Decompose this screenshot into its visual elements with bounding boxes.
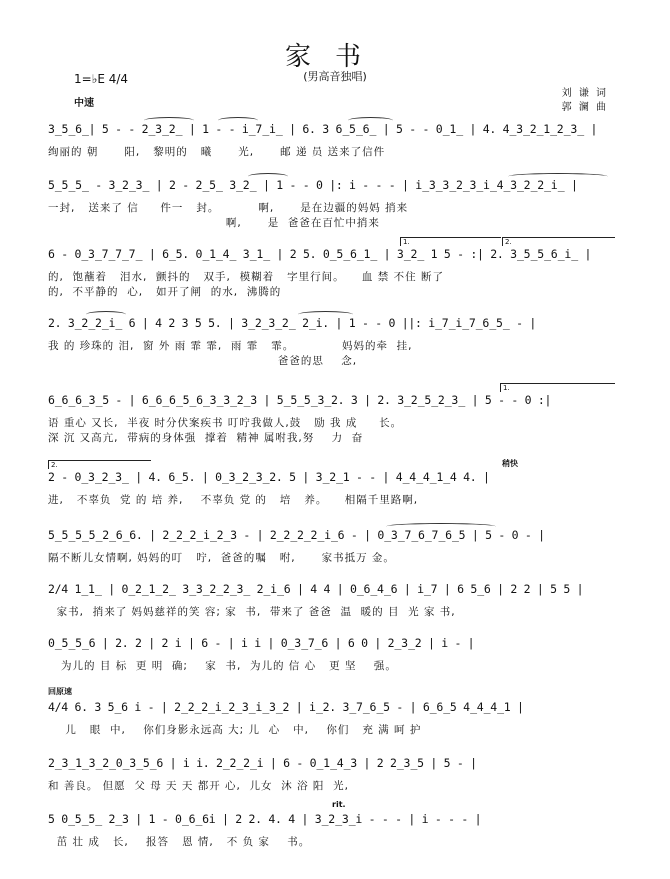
lyric-line-1: 隔不断儿女情啊, 妈妈的叮 咛, 爸爸的嘱 咐, 家书抵万 金。 [48, 552, 395, 564]
lyric-line-1: 和 善良。 但愿 父 母 天 天 都开 心, 儿女 沐 浴 阳 光, [48, 780, 349, 792]
volta-bracket-1: 1. [500, 383, 615, 392]
lyric-line-2 [48, 737, 618, 751]
song-subtitle: (男高音独唱) [303, 70, 367, 83]
notation-line: 4/4 6. 3 5̲6 i - | 2̲2̲2̲i̲2̲3̲i̲3̲2 | i̲2. 3̲7̲6̲5 - | 6̲6̲5 4̲4̲4̲1 | [48, 700, 524, 714]
lyric-line-1: 语 重心 又长, 半夜 时分伏案疾书 叮咛我做人,鼓 励 我 成 长。 [48, 417, 403, 429]
slur [298, 311, 353, 318]
lyric-line-2 [48, 565, 618, 579]
composer-credit: 郭 澜 曲 [561, 102, 608, 113]
notation-line: 2̲3̲1̲3̲2̲0̲3̲5̲6 | i i. 2̲2̲2̲i | 6 - 0̲1̲4̲3 | 2 2̲3̲5 | 5 - | [48, 756, 477, 770]
ritardando-marking: rit. [332, 800, 346, 809]
notation-line: 2 - 0̲3̲2̲3̲ | 4. 6̲5. | 0̲3̲2̲3̲2. 5 | 3̲2̲1 - - | 4̲4̲4̲1̲4 4. | [48, 470, 490, 484]
lyric-line-1: 儿 眼 中, 你们身影永远高 大; 儿 心 中, 你们 充 满 呵 护 [48, 724, 422, 736]
key-signature: 1=♭E 4/4 [74, 72, 129, 86]
lyric-line-2: 深 沉 又高亢, 带病的身体强 撑着 精神 属咐我,努 力 奋 [48, 432, 364, 444]
lyric-line-1: 为儿的 目 标 更 明 确; 家 书, 为儿的 信 心 更 坚 强。 [48, 660, 397, 672]
lyric-line-2 [48, 619, 618, 633]
slur [218, 117, 258, 124]
lyric-line-1: 我 的 珍珠的 泪, 窗 外 雨 霏 霏, 雨 霏 霏。 妈妈的牵 挂, [48, 340, 413, 352]
lyric-line-2 [48, 673, 618, 687]
slur [248, 173, 288, 180]
tempo-marking: 中速 [74, 98, 94, 109]
lyric-line-1: 进, 不辜负 党 的 培 养, 不辜负 党 的 培 养。 相隔千里路啊, [48, 494, 419, 506]
notation-line: 5̲5̲5̲5̲2̲6̲6. | 2̲2̲2̲i̲2̲3 - | 2̲2̲2̲2̲i̲6 - | 0̲3̲7̲6̲7̲6̲5 | 5 - 0 - | [48, 528, 545, 542]
tempo-change-faster: 稍快 [502, 459, 518, 468]
volta-bracket-2: 2. [48, 460, 151, 469]
volta-bracket-1: 1. [400, 237, 501, 246]
notation-line: 6 - 0̲3̲7̲7̲7̲ | 6̲5. 0̲1̲4̲ 3̲1̲ | 2 5. 0̲5̲6̲1̲ | 3̲2̲ 1 5 - :| 2. 3̲5̲5̲6̲i̲ | [48, 247, 592, 261]
slur [386, 523, 496, 530]
notation-line: 6̲6̲6̲3̲5 - | 6̲6̲6̲5̲6̲3̲3̲2̲3 | 5̲5̲5̲3̲2. 3 | 2. 3̲2̲5̲2̲3̲ | 5 - - 0 :| [48, 393, 552, 407]
lyric-line-2 [48, 159, 618, 173]
lyric-line-1: 一封, 送来了 信 件一 封。 啊, 是在边疆的妈妈 捎来 [48, 202, 409, 214]
lyric-line-2: 的, 不平静的 心, 如开了闸 的水, 沸腾的 [48, 286, 282, 298]
slur [86, 311, 126, 318]
lyric-line-2: 啊, 是 爸爸在百忙中捎来 [48, 217, 380, 229]
notation-line: 0̲5̲5̲6 | 2. 2 | 2 i | 6 - | i i | 0̲3̲7̲6 | 6 0 | 2̲3̲2 | i - | [48, 636, 475, 650]
slur [508, 173, 608, 180]
notation-line: 2/4 1̲1̲ | 0̲2̲1̲2̲ 3̲3̲2̲2̲3̲ 2̲i̲6 | 4 4 | 0̲6̲4̲6 | i̲7 | 6 5̲6 | 2 2 | 5 5 | [48, 582, 584, 596]
lyric-line-1: 茁 壮 成 长, 报答 恩 情, 不 负 家 书。 [48, 836, 311, 848]
lyric-line-1: 绚丽的 朝 阳, 黎明的 曦 光, 邮 递 员 送来了信件 [48, 146, 386, 158]
slur [348, 117, 393, 124]
notation-line: 2. 3̲2̲2̲i̲ 6 | 4 2 3 5 5. | 3̲2̲3̲2̲ 2̲i. | 1 - - 0 ||: i̲7̲i̲7̲6̲5̲ - | [48, 316, 537, 330]
lyric-line-2 [48, 849, 618, 863]
lyric-line-2 [48, 507, 618, 521]
lyric-line-2: 爸爸的思 念, [48, 355, 358, 367]
volta-bracket-2: 2. [502, 237, 615, 246]
song-title: 家书 [284, 42, 385, 72]
slur [144, 117, 194, 124]
tempo-change-original: 回原速 [48, 687, 72, 696]
lyricist-credit: 刘 谦 词 [561, 88, 608, 99]
lyric-line-1: 家书, 捎来了 妈妈慈祥的笑 容; 家 书, 带来了 爸爸 温 暖的 目 光 家 书, [48, 606, 456, 618]
notation-line: 3̲5̲6̲| 5 - - 2̲3̲2̲ | 1 - - i̲7̲i̲ | 6. 3 6̲5̲6̲ | 5 - - 0̲1̲ | 4. 4̲3̲2̲1̲2̲3̲ | [48, 122, 598, 136]
notation-line: 5̲5̲5̲ - 3̲2̲3̲ | 2 - 2̲5̲ 3̲2̲ | 1 - - 0 |: i - - - | i̲3̲3̲2̲3̲i̲4̲3̲2̲2̲i̲ | [48, 178, 578, 192]
lyric-line-1: 的, 饱蘸着 泪水, 颤抖的 双手, 模糊着 字里行间。 血 禁 不住 断了 [48, 271, 444, 283]
notation-line: 5 0̲5̲5̲ 2̲3 | 1 - 0̲6̲6i | 2 2. 4. 4 | 3̲2̲3̲i - - - | i - - - | [48, 812, 482, 826]
